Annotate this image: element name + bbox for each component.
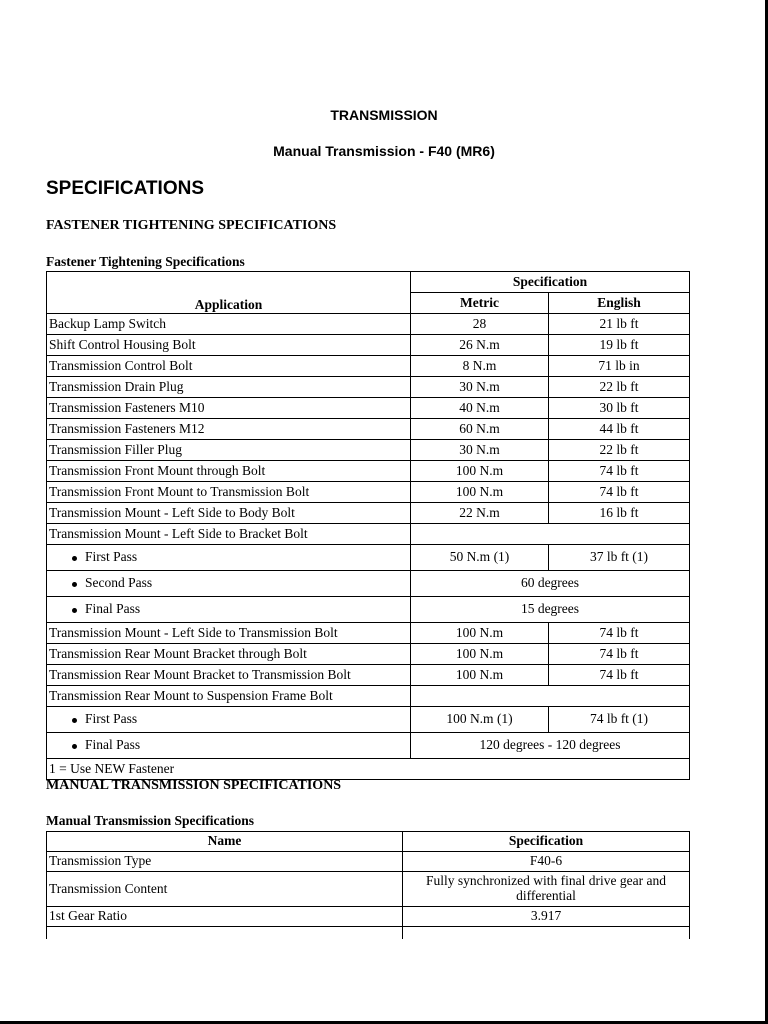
manual-table-caption: Manual Transmission Specifications — [46, 813, 255, 828]
metric-cell: 26 N.m — [411, 335, 549, 356]
fastener-heading: FASTENER TIGHTENING SPECIFICATIONS — [46, 218, 337, 233]
table-row — [47, 852, 690, 872]
fastener-table-caption: Fastener Tightening Specifications — [46, 254, 245, 269]
step-cell — [47, 733, 411, 759]
metric-cell: 8 N.m — [411, 356, 549, 377]
table-row — [47, 665, 690, 686]
page-title: TRANSMISSION — [330, 107, 438, 123]
application-cell: Shift Control Housing Bolt — [47, 335, 411, 356]
english-cell: 44 lb ft — [549, 419, 690, 440]
empty-spec-cell — [411, 686, 690, 707]
bullet-icon — [72, 608, 77, 613]
col-application: Application — [47, 272, 411, 314]
col-metric: Metric — [411, 293, 549, 314]
col-specification: Specification — [411, 272, 690, 293]
bullet-icon — [72, 556, 77, 561]
metric-cell: 60 N.m — [411, 419, 549, 440]
spec-cell: Fully synchronized with final drive gear and differential — [403, 872, 690, 907]
bullet-icon — [72, 718, 77, 723]
metric-cell: 100 N.m — [411, 461, 549, 482]
metric-cell: 40 N.m — [411, 398, 549, 419]
table-row — [47, 398, 690, 419]
application-cell: Backup Lamp Switch — [47, 314, 411, 335]
name-cell: 1st Gear Ratio — [47, 907, 403, 927]
table-row — [47, 419, 690, 440]
english-cell: 21 lb ft — [549, 314, 690, 335]
page-subtitle: Manual Transmission - F40 (MR6) — [273, 143, 495, 159]
combined-spec-cell: 120 degrees - 120 degrees — [411, 733, 690, 759]
empty-cell — [403, 927, 690, 940]
manual-table — [46, 831, 690, 939]
metric-cell: 100 N.m — [411, 623, 549, 644]
spec-cell: 3.917 — [403, 907, 690, 927]
table-row — [47, 686, 690, 707]
step-cell — [47, 707, 411, 733]
application-cell: Transmission Drain Plug — [47, 377, 411, 398]
application-cell: Transmission Rear Mount Bracket to Transmission Bolt — [47, 665, 411, 686]
step-cell — [47, 545, 411, 571]
table-row — [47, 545, 690, 571]
table-row — [47, 482, 690, 503]
metric-cell: 100 N.m — [411, 644, 549, 665]
english-cell: 22 lb ft — [549, 377, 690, 398]
english-cell: 30 lb ft — [549, 398, 690, 419]
table-row — [47, 597, 690, 623]
english-cell: 74 lb ft — [549, 482, 690, 503]
manual-table-body — [47, 852, 690, 940]
spec-cell: F40-6 — [403, 852, 690, 872]
bullet-icon — [72, 744, 77, 749]
name-cell: Transmission Content — [47, 872, 403, 907]
metric-cell: 100 N.m — [411, 482, 549, 503]
table-row — [47, 440, 690, 461]
fastener-table-body — [47, 314, 690, 780]
step-label: Final Pass — [85, 737, 141, 753]
english-cell: 74 lb ft (1) — [549, 707, 690, 733]
fastener-table — [46, 271, 690, 780]
step-label: Second Pass — [85, 575, 153, 591]
english-cell: 71 lb in — [549, 356, 690, 377]
step-label: First Pass — [85, 711, 138, 727]
application-cell: Transmission Control Bolt — [47, 356, 411, 377]
table-row-cutoff — [47, 927, 690, 940]
manual-heading: MANUAL TRANSMISSION SPECIFICATIONS — [46, 778, 342, 793]
empty-cell — [47, 927, 403, 940]
step-cell — [47, 597, 411, 623]
english-cell: 37 lb ft (1) — [549, 545, 690, 571]
metric-cell: 30 N.m — [411, 377, 549, 398]
step-label: First Pass — [85, 549, 138, 565]
english-cell: 19 lb ft — [549, 335, 690, 356]
application-cell: Transmission Mount - Left Side to Body Bolt — [47, 503, 411, 524]
bullet-icon — [72, 582, 77, 587]
empty-spec-cell — [411, 524, 690, 545]
table-row — [47, 623, 690, 644]
table-row — [47, 314, 690, 335]
application-cell: Transmission Front Mount through Bolt — [47, 461, 411, 482]
application-cell: Transmission Rear Mount to Suspension Frame Bolt — [47, 686, 411, 707]
combined-spec-cell: 15 degrees — [411, 597, 690, 623]
table-row — [47, 707, 690, 733]
col-spec: Specification — [403, 832, 690, 852]
english-cell: 74 lb ft — [549, 461, 690, 482]
table-row — [47, 356, 690, 377]
metric-cell: 28 — [411, 314, 549, 335]
application-cell: Transmission Fasteners M12 — [47, 419, 411, 440]
application-cell: Transmission Mount - Left Side to Transmission Bolt — [47, 623, 411, 644]
table-row — [47, 335, 690, 356]
table-row — [47, 377, 690, 398]
col-name: Name — [47, 832, 403, 852]
step-label: Final Pass — [85, 601, 141, 617]
step-cell — [47, 571, 411, 597]
table-row — [47, 524, 690, 545]
english-cell: 22 lb ft — [549, 440, 690, 461]
table-row — [47, 571, 690, 597]
col-english: English — [549, 293, 690, 314]
metric-cell: 50 N.m (1) — [411, 545, 549, 571]
english-cell: 74 lb ft — [549, 665, 690, 686]
name-cell: Transmission Type — [47, 852, 403, 872]
application-cell: Transmission Front Mount to Transmission Bolt — [47, 482, 411, 503]
table-row — [47, 907, 690, 927]
metric-cell: 100 N.m (1) — [411, 707, 549, 733]
table-row — [47, 872, 690, 907]
table-row — [47, 644, 690, 665]
section-title: SPECIFICATIONS — [46, 178, 204, 199]
table-row — [47, 461, 690, 482]
table-row — [47, 503, 690, 524]
metric-cell: 30 N.m — [411, 440, 549, 461]
footnote-row — [47, 759, 690, 780]
metric-cell: 22 N.m — [411, 503, 549, 524]
application-cell: Transmission Rear Mount Bracket through Bolt — [47, 644, 411, 665]
application-cell: Transmission Fasteners M10 — [47, 398, 411, 419]
application-cell: Transmission Filler Plug — [47, 440, 411, 461]
metric-cell: 100 N.m — [411, 665, 549, 686]
combined-spec-cell: 60 degrees — [411, 571, 690, 597]
english-cell: 74 lb ft — [549, 644, 690, 665]
footnote: 1 = Use NEW Fastener — [47, 759, 690, 780]
english-cell: 74 lb ft — [549, 623, 690, 644]
english-cell: 16 lb ft — [549, 503, 690, 524]
table-row — [47, 733, 690, 759]
application-cell: Transmission Mount - Left Side to Bracket Bolt — [47, 524, 411, 545]
